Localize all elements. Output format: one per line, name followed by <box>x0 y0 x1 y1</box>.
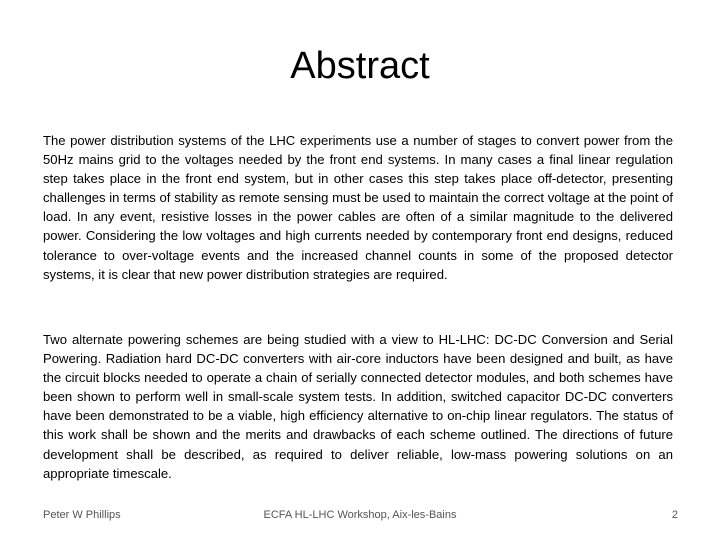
footer-page-number: 2 <box>671 509 678 521</box>
slide-title: Abstract <box>290 45 430 87</box>
abstract-paragraph-1: The power distribution systems of the LHC experiments use a number of stages to convert power from the 50Hz mains grid to the voltages needed by the front end systems. In many cases a final linear regulation step takes place in the front end system, but in other cases this step takes place off-detector, presenting challenges in terms of stability as remote sensing must be used to maintain the correct voltage at the point of load. In any event, resistive losses in the power cables are often of a similar magnitude to the delivered power. Considering the low voltages and high currents needed by contemporary front end designs, reduced tolerance to over-voltage events and the increased channel counts in some of the proposed detector systems, it is clear that new power distribution strategies are required. <box>43 133 673 282</box>
footer-author: Peter W Phillips <box>43 509 121 521</box>
footer-event: ECFA HL-LHC Workshop, Aix-les-Bains <box>263 509 457 521</box>
abstract-paragraph-2: Two alternate powering schemes are being studied with a view to HL-LHC: DC-DC Conversion and Serial Powering. Radiation hard DC-DC converters with air-core inductors have been designed and built, as have the circuit blocks needed to operate a chain of serially connected detector modules, and both schemes have been shown to perform well in small-scale system tests. In addition, switched capacitor DC-DC converters have been demonstrated to be a viable, high efficiency alternative to on-chip linear regulators. The status of this work shall be shown and the merits and drawbacks of each scheme outlined. The directions of future development shall be described, as required to deliver reliable, low-mass powering solutions on an appropriate timescale. <box>43 332 673 481</box>
